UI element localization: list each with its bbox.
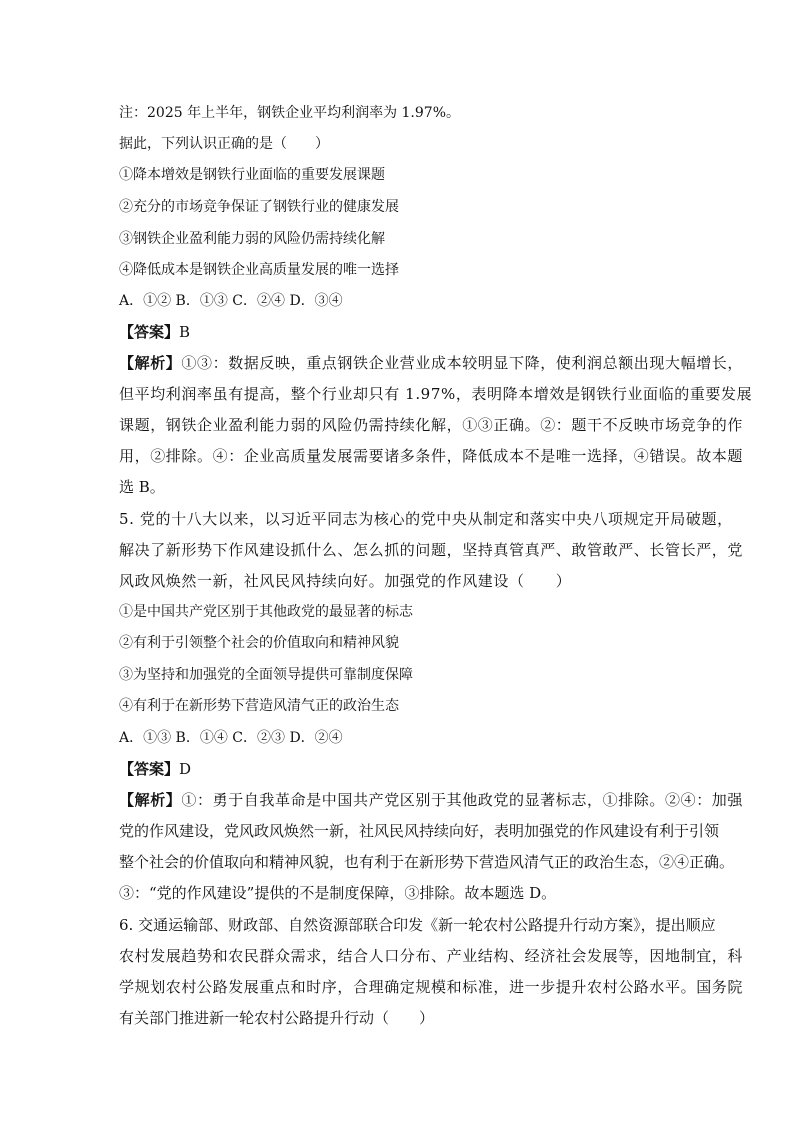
question-stem: 风政风焕然一新，社风民风持续向好。加强党的作风建设（ ） bbox=[119, 572, 572, 590]
question-stem: 学规划农村公路发展重点和时序，合理确定规模和标准，进一步提升农村公路水平。国务院 bbox=[119, 978, 744, 996]
analysis-line: 整个社会的价值取向和精神风貌，也有利于在新形势下营造风清气正的政治生态，②④正确。 bbox=[119, 853, 735, 871]
answer-value: D bbox=[179, 760, 192, 778]
option-line: ④有利于在新形势下营造风清气正的政治生态 bbox=[119, 698, 399, 714]
analysis-line: 课题，钢铁企业盈利能力弱的风险仍需持续化解，①③正确。②：题干不反映市场竞争的作 bbox=[119, 416, 744, 434]
analysis-line: 选 B。 bbox=[119, 478, 165, 496]
answer-tag: 【答案】 bbox=[119, 760, 180, 778]
analysis-line: 用，②排除。④：企业高质量发展需要诸多条件，降低成本不是唯一选择，④错误。故本题 bbox=[119, 447, 744, 465]
option-line: ②充分的市场竞争保证了钢铁行业的健康发展 bbox=[119, 199, 399, 215]
choices-line: A．①③ B．①④ C．②③ D．②④ bbox=[119, 730, 343, 746]
analysis-line: 党的作风建设，党风政风焕然一新，社风民风持续向好，表明加强党的作风建设有利于引领 bbox=[119, 822, 720, 840]
analysis-text: ①③：数据反映，重点钢铁企业营业成本较明显下降，使利润总额出现大幅增长， bbox=[181, 354, 744, 372]
question-stem: 有关部门推进新一轮农村公路提升行动（ ） bbox=[119, 1009, 435, 1027]
option-line: ②有利于引领整个社会的价值取向和精神风貌 bbox=[119, 635, 399, 651]
analysis-tag: 【解析】 bbox=[119, 354, 182, 372]
analysis-text: ①：勇于自我革命是中国共产党区别于其他政党的显著标志，①排除。②④：加强 bbox=[181, 791, 744, 809]
analysis-tag: 【解析】 bbox=[119, 791, 182, 809]
note-line: 注：2025 年上半年，钢铁企业平均利润率为 1.97%。 bbox=[119, 105, 461, 121]
choices-line: A．①② B．①③ C．②④ D．③④ bbox=[119, 293, 343, 309]
option-line: ③钢铁企业盈利能力弱的风险仍需持续化解 bbox=[119, 231, 385, 247]
option-line: ①是中国共产党区别于其他政党的最显著的标志 bbox=[119, 604, 413, 620]
question-stem: 5. 党的十八大以来，以习近平同志为核心的党中央从制定和落实中央八项规定开局破题， bbox=[119, 510, 733, 528]
question-stem: 据此，下列认识正确的是（ ） bbox=[119, 136, 329, 152]
answer-value: B bbox=[179, 323, 191, 341]
option-line: ④降低成本是钢铁企业高质量发展的唯一选择 bbox=[119, 262, 399, 278]
option-line: ①降本增效是钢铁行业面临的重要发展课题 bbox=[119, 167, 385, 183]
analysis-line bbox=[119, 791, 743, 809]
option-line: ③为坚持和加强党的全面领导提供可靠制度保障 bbox=[119, 667, 413, 683]
question-stem: 6. 交通运输部、财政部、自然资源部联合印发《新一轮农村公路提升行动方案》，提出顺应 bbox=[119, 916, 716, 934]
question-stem: 解决了新形势下作风建设抓什么、怎么抓的问题，坚持真管真严、敢管敢严、长管长严，党 bbox=[119, 541, 744, 559]
answer-line bbox=[119, 323, 190, 341]
question-stem: 农村发展趋势和农民群众需求，结合人口分布、产业结构、经济社会发展等，因地制宜，科 bbox=[119, 947, 744, 965]
answer-tag: 【答案】 bbox=[119, 323, 180, 341]
answer-line bbox=[119, 760, 191, 778]
analysis-line: 但平均利润率虽有提高，整个行业却只有 1.97%，表明降本增效是钢铁行业面临的重要发展 bbox=[119, 385, 753, 403]
analysis-line bbox=[119, 354, 743, 372]
analysis-line: ③：“党的作风建设”提供的不是制度保障，③排除。故本题选 D。 bbox=[119, 884, 557, 902]
